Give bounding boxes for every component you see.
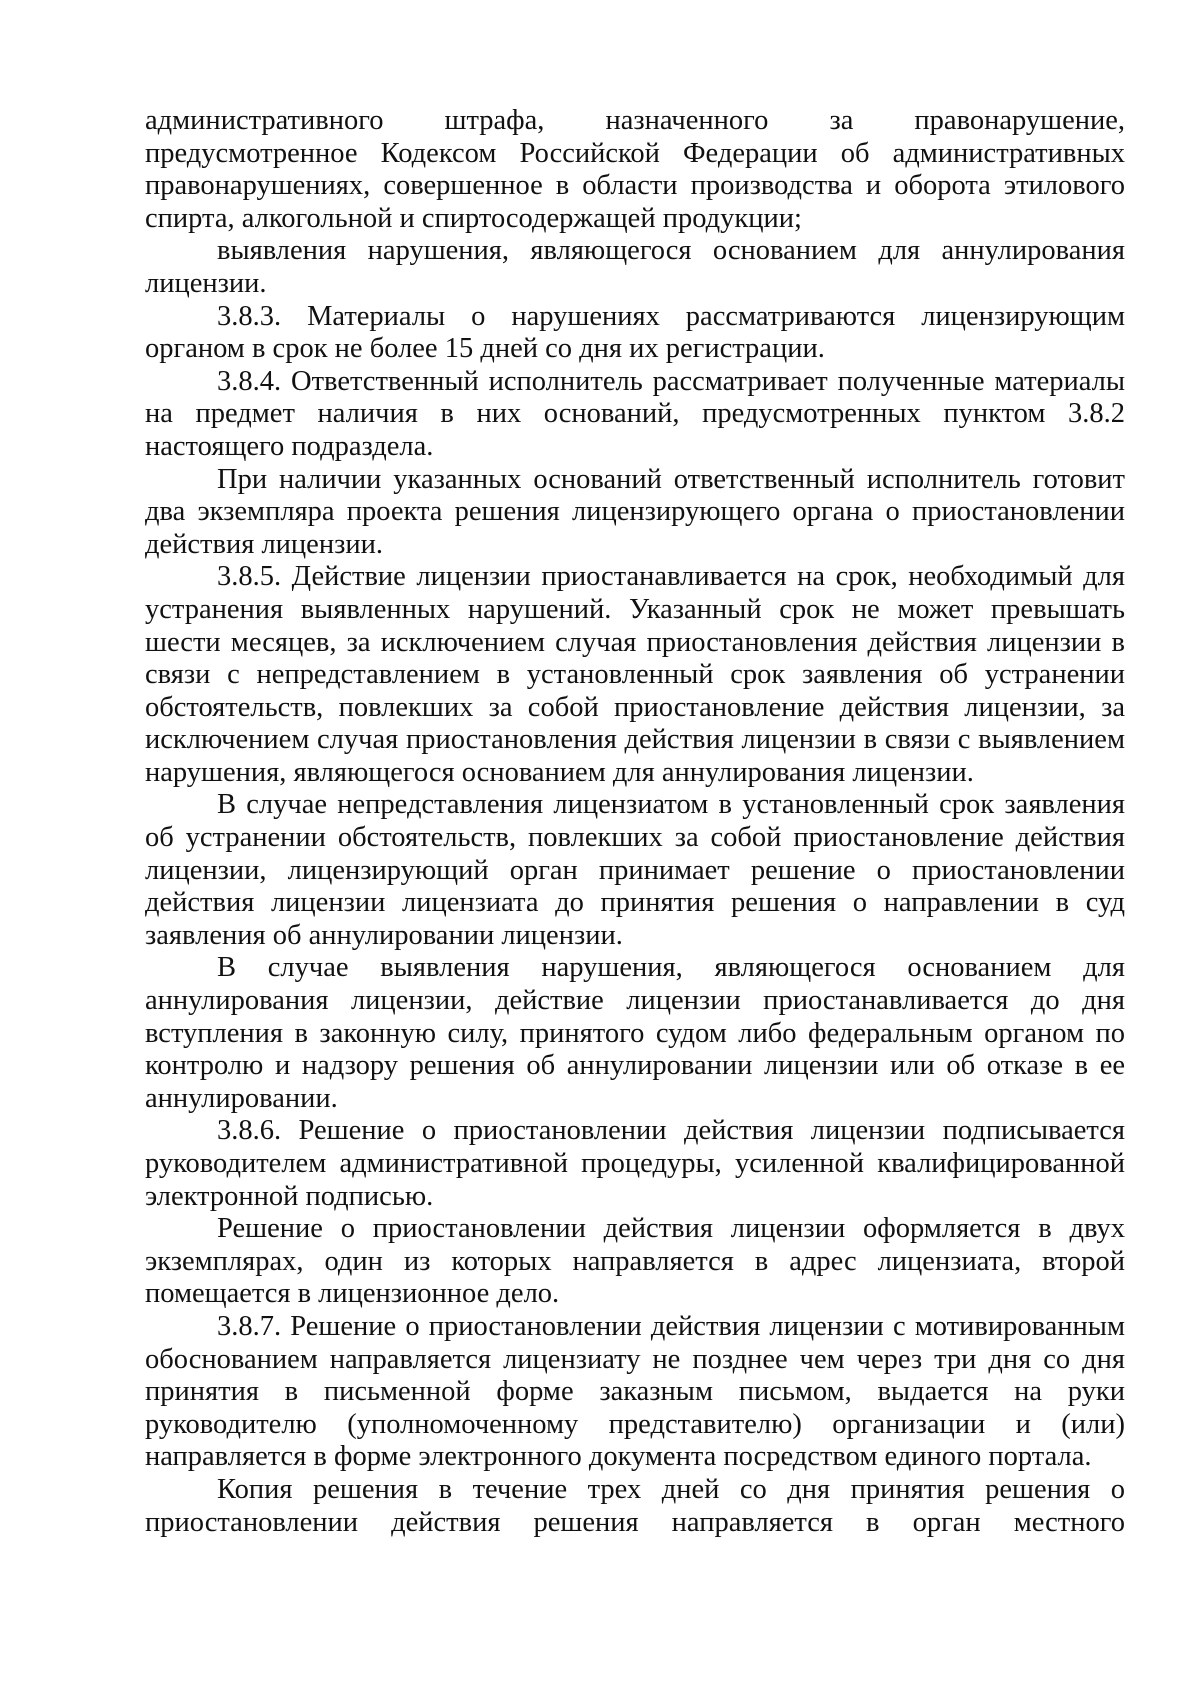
paragraph-copy-of-decision: Копия решения в течение трех дней со дня принятия решения о приостановлении действия решения направляется в орган местного [145, 1473, 1125, 1538]
paragraph-3-8-7: 3.8.7. Решение о приостановлении действия лицензии с мотивированным обоснованием направляется лицензиату не позднее чем через три дня со дня принятия в письменной форме заказным письмом, выдается на руки руководителю (уполномоченному представителю) организации и (или) направляется в форме электронного документа посредством единого портала. [145, 1310, 1125, 1473]
paragraph-3-8-5: 3.8.5. Действие лицензии приостанавливается на срок, необходимый для устранения выявленных нарушений. Указанный срок не может превышать шести месяцев, за исключением случая приостановления действия лицензии в связи с непредставлением в установленный срок заявления об устранении обстоятельств, повлекших за собой приостановление действия лицензии, за исключением случая приостановления действия лицензии в связи с выявлением нарушения, являющегося основанием для аннулирования лицензии. [145, 561, 1125, 788]
paragraph-grounds-present: При наличии указанных оснований ответственный исполнитель готовит два экземпляра проекта решения лицензирующего органа о приостановлении действия лицензии. [145, 463, 1125, 560]
paragraph-decision-copies: Решение о приостановлении действия лицензии оформляется в двух экземплярах, один из которых направляется в адрес лицензиата, второй помещается в лицензионное дело. [145, 1213, 1125, 1310]
paragraph-3-8-6: 3.8.6. Решение о приостановлении действия лицензии подписывается руководителем административной процедуры, усиленной квалифицированной электронной подписью. [145, 1115, 1125, 1212]
document-body [145, 105, 1125, 1539]
paragraph-violation-detection: выявления нарушения, являющегося основанием для аннулирования лицензии. [145, 235, 1125, 299]
paragraph-non-submission: В случае непредставления лицензиатом в установленный срок заявления об устранении обстоятельств, повлекших за собой приостановление действия лицензии, лицензирующий орган принимает решение о приостановлении действия лицензии лицензиата до принятия решения о направлении в суд заявления об аннулировании лицензии. [145, 789, 1125, 951]
paragraph-continuation: административного штрафа, назначенного за правонарушение, предусмотренное Кодексом Российской Федерации об административных правонарушениях, совершенное в области производства и оборота этилового спирта, алкогольной и спиртосодержащей продукции; [145, 105, 1125, 234]
paragraph-violation-case: В случае выявления нарушения, являющегося основанием для аннулирования лицензии, действие лицензии приостанавливается до дня вступления в законную силу, принятого судом либо федеральным органом по контролю и надзору решения об аннулировании лицензии или об отказе в ее аннулировании. [145, 952, 1125, 1114]
paragraph-3-8-3: 3.8.3. Материалы о нарушениях рассматриваются лицензирующим органом в срок не более 15 дней со дня их регистрации. [145, 300, 1125, 365]
paragraph-3-8-4: 3.8.4. Ответственный исполнитель рассматривает полученные материалы на предмет наличия в них оснований, предусмотренных пунктом 3.8.2 настоящего подраздела. [145, 365, 1125, 462]
